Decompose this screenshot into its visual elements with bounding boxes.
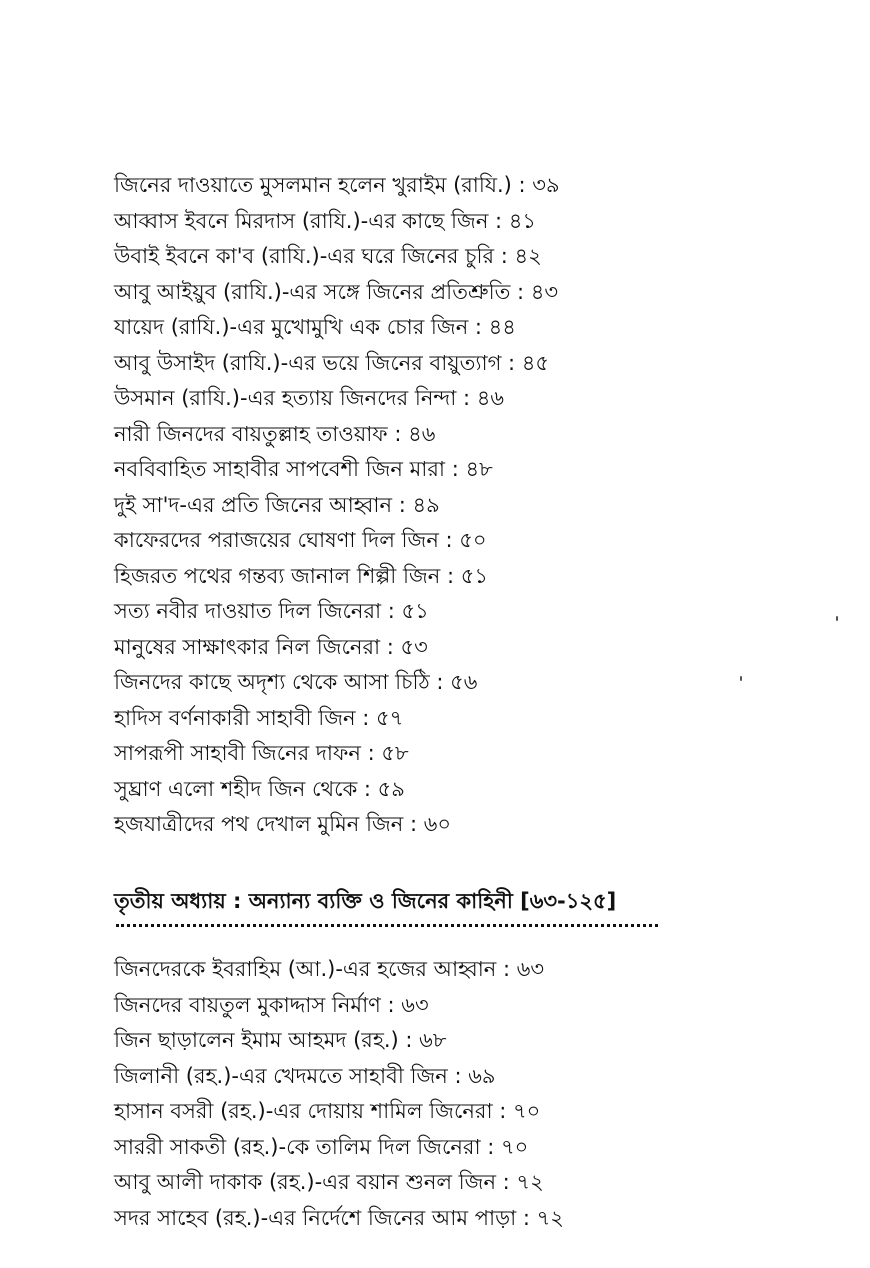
toc-entry: জিনদেরকে ইবরাহিম (আ.)-এর হজের আহ্বান : ৬৩ [114,957,545,981]
toc-entry: আবু উসাইদ (রাযি.)-এর ভয়ে জিনের বায়ুত্যাগ : ৪৫ [114,350,550,375]
toc-entry: নারী জিনদের বায়তুল্লাহ তাওয়াফ : ৪৬ [114,421,436,446]
scan-speck [740,676,742,681]
toc-entry: জিলানী (রহ.)-এর খেদমতে সাহাবী জিন : ৬৯ [114,1063,496,1088]
toc-list-section-one [114,168,754,843]
toc-entry: কাফেরদের পরাজয়ের ঘোষণা দিল জিন : ৫০ [114,528,487,552]
toc-entry: হিজরত পথের গন্তব্য জানাল শিল্পী জিন : ৫১ [114,563,488,588]
toc-entry: জিনদের বায়তুল মুকাদ্দাস নির্মাণ : ৬৩ [114,992,429,1017]
toc-entry: নববিবাহিত সাহাবীর সাপবেশী জিন মারা : ৪৮ [114,457,493,481]
toc-entry: উসমান (রাযি.)-এর হত্যায় জিনদের নিন্দা : ৪৬ [114,386,505,410]
chapter-heading: তৃতীয় অধ্যায় : অন্যান্য ব্যক্তি ও জিনের কাহিনী [৬৩-১২৫] [114,889,617,913]
toc-list-section-two [114,952,754,1236]
toc-entry: সাররী সাকতী (রহ.)-কে তালিম দিল জিনেরা : ৭০ [114,1134,529,1159]
toc-entry: মানুষের সাক্ষাৎকার নিল জিনেরা : ৫৩ [114,634,428,659]
toc-entry: যায়েদ (রাযি.)-এর মুখোমুখি এক চোর জিন : ৪৪ [114,315,516,339]
toc-entry: সদর সাহেব (রহ.)-এর নির্দেশে জিনের আম পাড়া : ৭২ [114,1205,564,1230]
toc-entry: সাপরূপী সাহাবী জিনের দাফন : ৫৮ [114,741,409,765]
toc-entry: হাদিস বর্ণনাকারী সাহাবী জিন : ৫৭ [114,705,404,730]
toc-entry: আবু আলী দাকাক (রহ.)-এর বয়ান শুনল জিন : ৭২ [114,1170,544,1194]
toc-entry: আবু আইয়ুব (রাযি.)-এর সঙ্গে জিনের প্রতিশ্রুতি : ৪৩ [114,279,559,304]
toc-entry: হাসান বসরী (রহ.)-এর দোয়ায় শামিল জিনেরা : ৭০ [114,1099,541,1123]
toc-entry: আব্বাস ইবনে মিরদাস (রাযি.)-এর কাছে জিন : ৪১ [114,208,537,233]
toc-entry: উবাই ইবনে কা'ব (রাযি.)-এর ঘরে জিনের চুরি : ৪২ [114,244,542,268]
scan-speck [836,616,838,621]
toc-entry: হজযাত্রীদের পথ দেখাল মুমিন জিন : ৬০ [114,812,452,836]
toc-entry: জিনের দাওয়াতে মুসলমান হলেন খুরাইম (রাযি.) : ৩৯ [114,173,560,197]
toc-entry: জিনদের কাছে অদৃশ্য থেকে আসা চিঠি : ৫৬ [114,670,478,694]
dotted-divider [116,924,658,927]
toc-entry: জিন ছাড়ালেন ইমাম আহমদ (রহ.) : ৬৮ [114,1028,447,1052]
toc-entry: সুঘ্রাণ এলো শহীদ জিন থেকে : ৫৯ [114,776,405,801]
toc-entry: সত্য নবীর দাওয়াত দিল জিনেরা : ৫১ [114,599,429,623]
toc-entry: দুই সা'দ-এর প্রতি জিনের আহ্বান : ৪৯ [114,492,440,517]
